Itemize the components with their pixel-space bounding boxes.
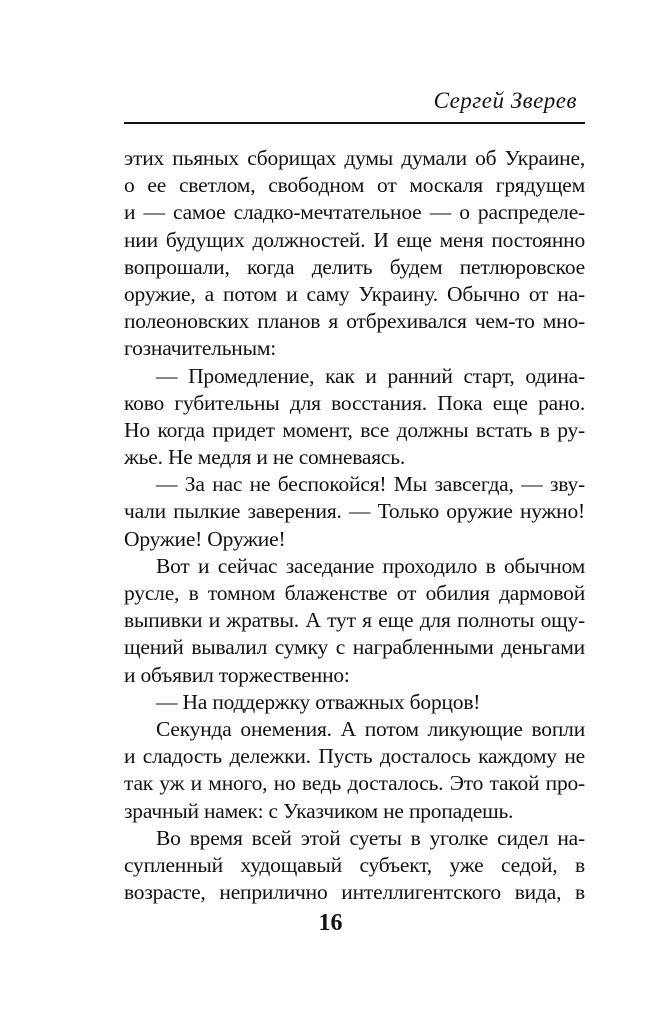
text-line: — Промедление, как и ранний старт, одина- (156, 363, 585, 388)
text-line: так уж и много, но ведь досталось. Это такой про- (124, 771, 585, 796)
text-line: чали пылкие заверения. — Только оружие нужно! (124, 499, 585, 524)
text-line: щений вывалил сумку с награбленными деньгами (124, 635, 585, 660)
text-line: супленный худощавый субъект, уже седой, в (124, 852, 585, 877)
text-line: вопрошали, когда делить будем петлюровское (124, 254, 585, 279)
text-line: — За нас не беспокойся! Мы завсегда, — зву- (156, 472, 585, 497)
text-line: нии будущих должностей. И еще меня постоянно (124, 227, 585, 252)
header-rule (124, 122, 585, 124)
text-line: о ее светлом, свободном от москаля грядущем (124, 173, 585, 198)
text-line: гозначительным: (124, 336, 277, 361)
text-line: полеоновских планов я отбрехивался чем-то мно- (124, 309, 585, 334)
text-line: и сладость дележки. Пусть досталось каждому не (124, 744, 585, 769)
page-number: 16 (318, 910, 343, 936)
body-text (124, 145, 585, 906)
text-line: Оружие! Оружие! (124, 526, 286, 551)
text-line: и объявил торжественно: (124, 662, 350, 687)
text-line: выпивки и жратвы. А тут я еще для полноты ощу- (124, 608, 585, 633)
text-line: оружие, а потом и саму Украину. Обычно от на- (124, 281, 585, 306)
text-line: — На поддержку отважных борцов! (156, 689, 481, 714)
text-line: жье. Не медля и не сомневаясь. (124, 445, 406, 470)
text-line: русле, в томном блаженстве от обилия дармовой (124, 581, 585, 605)
text-line: этих пьяных сборищах думы думали об Украине, (124, 146, 585, 170)
text-line: Но когда придет момент, все должны встать в ру- (124, 417, 585, 442)
text-line: возрасте, неприлично интеллигентского вида, в (124, 880, 585, 905)
text-line: Во время всей этой суеты в уголке сидел на- (156, 825, 585, 850)
running-header-author: Сергей Зверев (433, 88, 577, 113)
text-line: и — самое сладко-мечтательное — о распределе- (124, 200, 585, 225)
text-line: зрачный намек: с Указчиком не пропадешь. (124, 798, 514, 823)
text-line: Вот и сейчас заседание проходило в обычном (156, 553, 585, 578)
text-line: ково губительны для восстания. Пока еще рано. (124, 390, 585, 415)
text-line: Секунда онемения. А потом ликующие вопли (156, 716, 585, 741)
